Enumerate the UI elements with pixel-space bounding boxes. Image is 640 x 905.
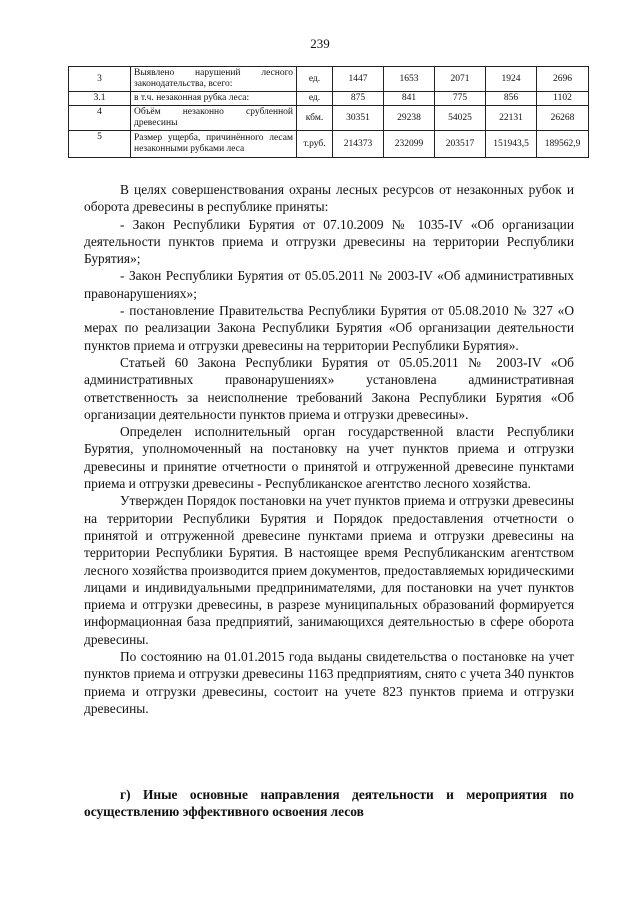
table-row: [69, 131, 589, 158]
body-paragraph: Определен исполнительный орган государственной власти Республики Бурятия, уполномоченный на постановку на учет пунктов приема и отгрузки древесины и принятие отчетности о принятой и отгруженной древесине пунктами приема и отгрузки древесины - Республиканское агентство лесного хозяйства.: [84, 424, 574, 492]
row-unit: ед.: [297, 92, 333, 106]
row-value: 1102: [537, 92, 589, 106]
document-body: [84, 181, 574, 717]
table-body: [69, 67, 589, 158]
table-row: [69, 67, 589, 92]
row-description: Выявлено нарушений лесного законодательства, всего:: [131, 67, 297, 92]
row-value: 151943,5: [486, 131, 537, 158]
row-number: 3.1: [69, 92, 131, 106]
section-heading: г) Иные основные направления деятельности и мероприятия по осуществлению эффективного освоения лесов: [84, 787, 574, 820]
row-value: 22131: [486, 106, 537, 131]
body-paragraph: По состоянию на 01.01.2015 года выданы свидетельства о постановке на учет пунктов приема и отгрузки древесины 1163 предприятиям, снято с учета 340 пунктов приема и отгрузки древесины, состоит на учете 823 пунктов приема и отгрузки древесины.: [84, 649, 574, 716]
body-paragraph: - Закон Республики Бурятия от 05.05.2011 № 2003-IV «Об административных правонарушениях»;: [84, 268, 574, 301]
row-number: 5: [69, 131, 131, 158]
row-value: 1447: [333, 67, 384, 92]
row-number: 4: [69, 106, 131, 131]
row-value: 232099: [384, 131, 435, 158]
row-value: 875: [333, 92, 384, 106]
row-value: 841: [384, 92, 435, 106]
row-value: 29238: [384, 106, 435, 131]
body-paragraph: В целях совершенствования охраны лесных ресурсов от незаконных рубок и оборота древесины в республике приняты:: [84, 182, 574, 215]
row-unit: ед.: [297, 67, 333, 92]
row-description: Объём незаконно срубленной древесины: [131, 106, 297, 131]
row-value: 54025: [435, 106, 486, 131]
row-value: 189562,9: [537, 131, 589, 158]
body-paragraph: - постановление Правительства Республики Бурятия от 05.08.2010 № 327 «О мерах по реализации Закона Республики Бурятия «Об организации деятельности пунктов приема и отгрузки древесины на территории Республики Бурятия».: [84, 303, 574, 353]
row-value: 2071: [435, 67, 486, 92]
row-description: в т.ч. незаконная рубка леса:: [131, 92, 297, 106]
row-value: 26268: [537, 106, 589, 131]
row-value: 2696: [537, 67, 589, 92]
row-number: 3: [69, 67, 131, 92]
page-number: 239: [310, 36, 330, 51]
row-unit: т.руб.: [297, 131, 333, 158]
body-paragraph: Статьей 60 Закона Республики Бурятия от 05.05.2011 № 2003-IV «Об административных правонарушениях» установлена административная ответственность за неисполнение требований Закона Республики Бурятия «Об организации деятельности пунктов приема и отгрузки древесины».: [84, 354, 574, 422]
body-paragraph: - Закон Республики Бурятия от 07.10.2009 № 1035-IV «Об организации деятельности пунктов приема и отгрузки древесины на территории Республики Бурятия»;: [84, 216, 574, 267]
row-value: 30351: [333, 106, 384, 131]
row-value: 856: [486, 92, 537, 106]
row-unit: кбм.: [297, 106, 333, 131]
row-value: 1924: [486, 67, 537, 92]
body-paragraph: Утвержден Порядок постановки на учет пунктов приема и отгрузки древесины на территории Республики Бурятия и Порядок предоставления отчетности о принятой и отгруженной древесине пунктами приема и отгрузки древесины на территории Республики Бурятия. В настоящее время Республиканским агентством лесного хозяйства производится прием документов, предоставляемых юридическими лицами и индивидуальными предпринимателями, для постановки на учет пунктов приема и отгрузки древесины, в разрезе муниципальных образований формируется информационная база предприятий, занимающихся деятельностью в сфере оборота древесины.: [84, 493, 574, 647]
row-description: Размер ущерба, причинённого лесам незаконными рубками леса: [131, 131, 297, 158]
table-row: [69, 92, 589, 106]
row-value: 1653: [384, 67, 435, 92]
violations-table: [68, 66, 589, 158]
row-value: 203517: [435, 131, 486, 158]
table-row: [69, 106, 589, 131]
row-value: 775: [435, 92, 486, 106]
row-value: 214373: [333, 131, 384, 158]
